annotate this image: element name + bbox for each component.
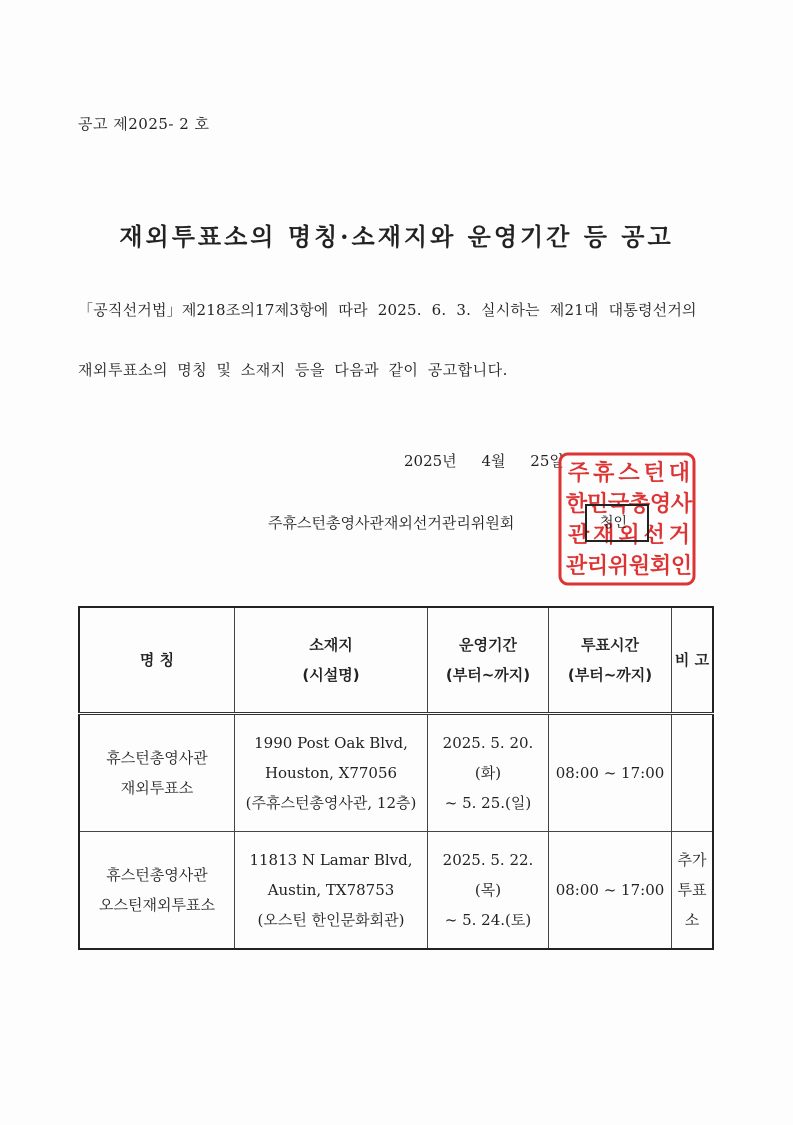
seal-character: 한 (565, 492, 588, 517)
voting-hours-line: 08:00 ~ 17:00 (555, 764, 665, 782)
station-address-line: (오스틴 한인문화회관) (257, 911, 405, 929)
seal-character: 리 (586, 554, 609, 579)
seal-character: 민 (586, 492, 609, 517)
header-hours (549, 607, 672, 714)
station-name-line: 재외투표소 (120, 779, 194, 797)
header-text-line: 투표시간 (581, 636, 639, 654)
operating-period-line: ~ 5. 24.(토) (444, 911, 532, 929)
note-line: 투표소 (677, 881, 707, 929)
station-address-line: (주휴스턴총영사관, 12층) (245, 794, 417, 812)
station-address-cell (235, 714, 428, 832)
station-name-cell (79, 714, 235, 832)
station-address-line: 11813 N Lamar Blvd, (249, 851, 413, 869)
seal-character: 국 (607, 492, 630, 517)
seal-character: 대 (668, 461, 691, 486)
seal-character: 인 (670, 554, 693, 579)
seal-character: 관 (567, 523, 590, 548)
date-day: 25일 (530, 452, 564, 470)
station-name-line: 오스틴재외투표소 (99, 896, 215, 914)
header-text-line: 명 칭 (139, 651, 175, 669)
table-header-row (79, 607, 713, 714)
table-row (79, 832, 713, 950)
seal-character: 거 (668, 523, 691, 548)
station-address-line: 1990 Post Oak Blvd, (254, 734, 408, 752)
date-month: 4월 (481, 452, 506, 470)
body-text-line-2: 재외투표소의 명칭 및 소재지 등을 다음과 같이 공고합니다. (78, 361, 508, 379)
voting-hours-cell (549, 714, 672, 832)
header-period (428, 607, 549, 714)
station-address-line: Austin, TX78753 (267, 881, 395, 899)
header-text-line: (부터~까지) (567, 666, 653, 684)
operating-period-cell (428, 832, 549, 950)
seal-character: 외 (618, 523, 640, 548)
seal-character: 스 (618, 461, 640, 486)
polling-stations-table (78, 606, 714, 950)
station-name-line: 휴스턴총영사관 (106, 749, 208, 767)
operating-period-line: 2025. 5. 22.(목) (442, 851, 534, 899)
seal-character: 총 (628, 492, 651, 517)
committee-name: 주휴스턴총영사관재외선거관리위원회 (268, 514, 515, 532)
station-name-line: 휴스턴총영사관 (106, 866, 208, 884)
document-title: 재외투표소의 명칭·소재지와 운영기간 등 공고 (119, 222, 674, 251)
seal-character: 회 (649, 554, 672, 579)
note-cell (672, 714, 714, 832)
seal-character: 영 (649, 492, 672, 517)
seal-character: 턴 (643, 461, 665, 486)
header-location (235, 607, 428, 714)
operating-period-cell (428, 714, 549, 832)
seal-character: 사 (670, 492, 693, 517)
station-address-line: Houston, X77056 (264, 764, 398, 782)
seal-character: 주 (567, 461, 590, 486)
header-name (79, 607, 235, 714)
header-text-line: 운영기간 (459, 636, 517, 654)
notice-date (404, 450, 564, 471)
body-text-line-1: 「공직선거법」제218조의17제3항에 따라 2025. 6. 3. 실시하는 제21대 대통령선거의 (78, 301, 697, 319)
table-row (79, 714, 713, 832)
seal-label: 청인 (600, 515, 628, 531)
voting-hours-line: 08:00 ~ 17:00 (555, 881, 665, 899)
voting-hours-cell (549, 832, 672, 950)
header-text-line: (부터~까지) (445, 666, 531, 684)
date-year: 2025년 (404, 452, 457, 470)
station-name-cell (79, 832, 235, 950)
operating-period-line: 2025. 5. 20.(화) (442, 734, 534, 782)
note-cell (672, 832, 714, 950)
seal-character: 재 (593, 523, 615, 548)
seal-character: 선 (643, 523, 665, 548)
seal-character: 위 (607, 554, 630, 579)
notice-number: 공고 제2025- 2 호 (78, 115, 210, 133)
header-note (672, 607, 714, 714)
seal-character: 원 (628, 554, 651, 579)
seal-character: 휴 (593, 461, 615, 486)
header-text-line: (시설명) (302, 666, 360, 684)
header-text-line: 소재지 (309, 636, 353, 654)
operating-period-line: ~ 5. 25.(일) (444, 794, 532, 812)
seal-character: 관 (565, 554, 588, 579)
header-text-line: 비 고 (674, 651, 710, 669)
note-line: 추가 (677, 851, 707, 869)
station-address-cell (235, 832, 428, 950)
